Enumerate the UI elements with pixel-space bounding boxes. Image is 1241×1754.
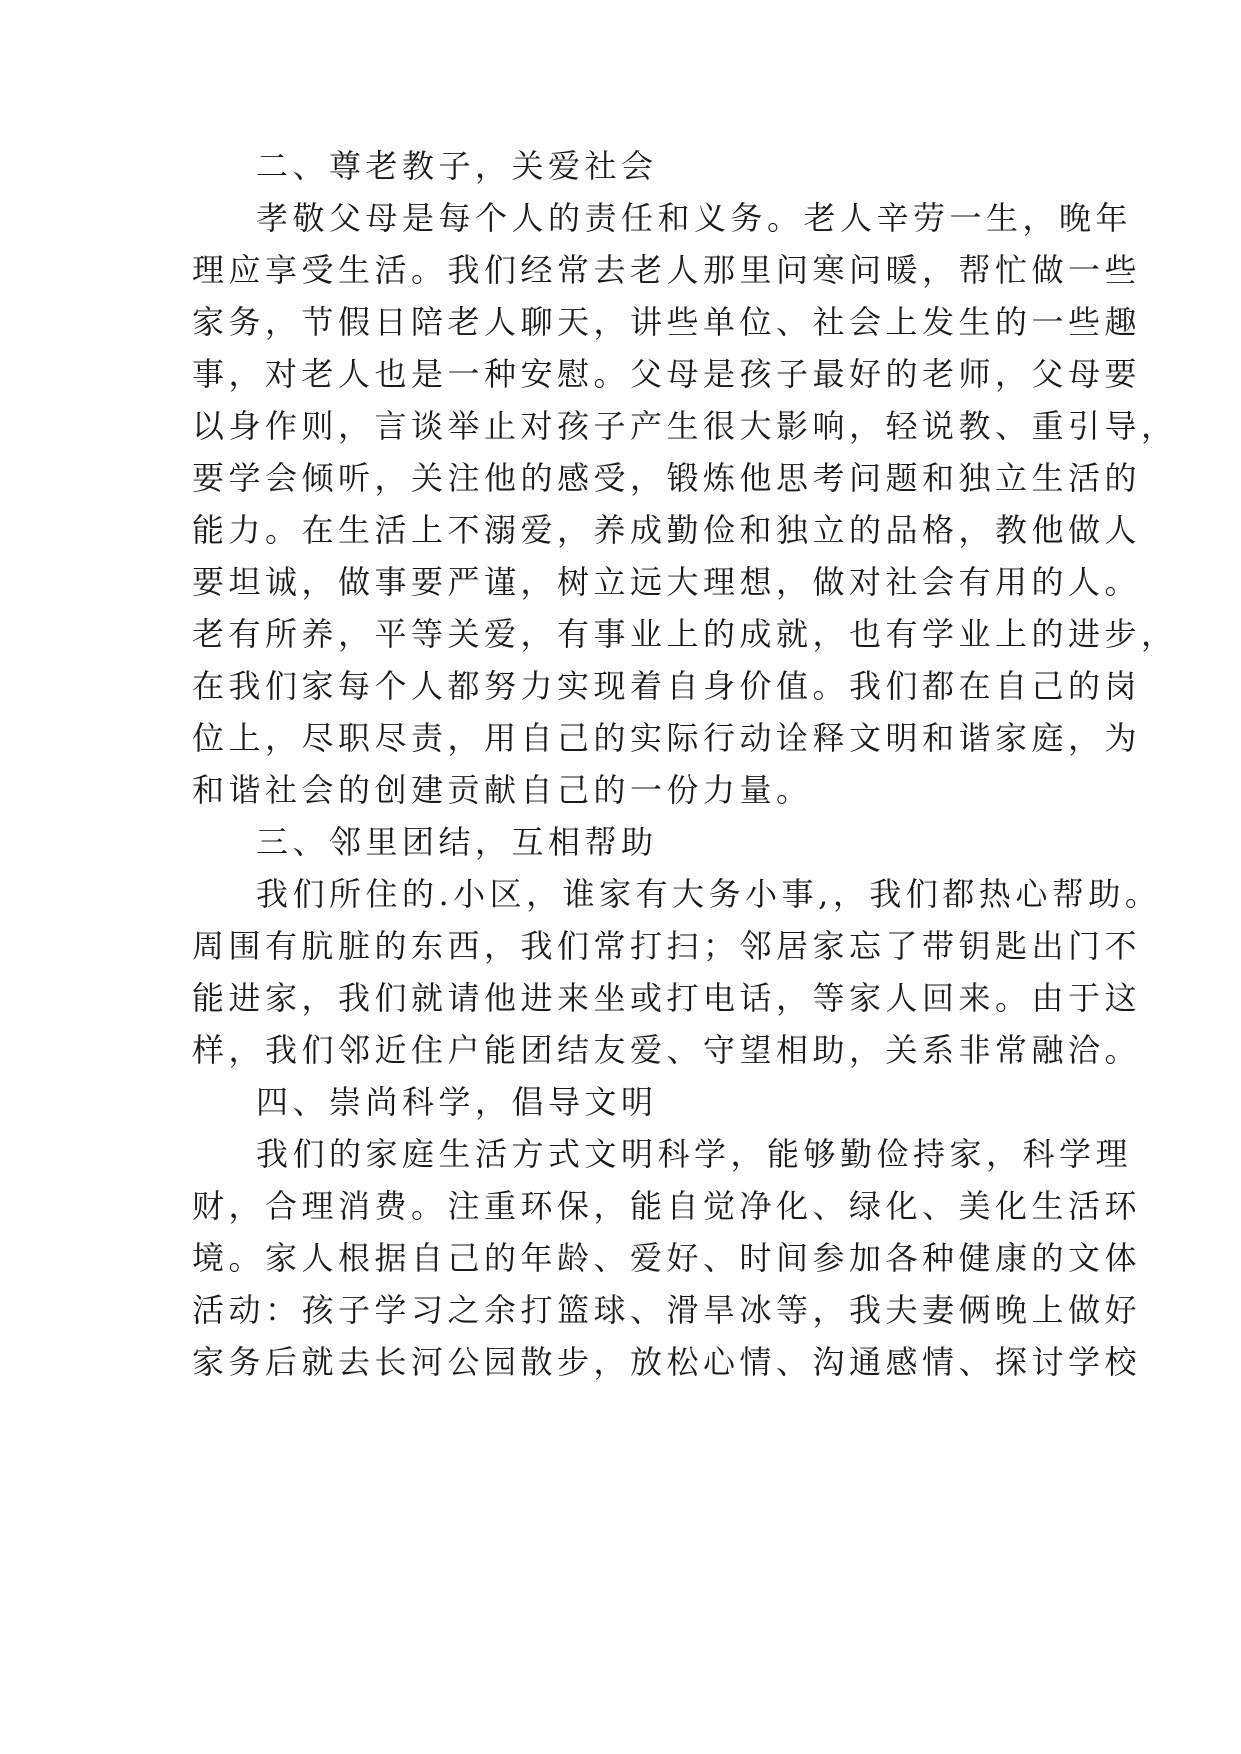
paragraph-line: 我们所住的.小区，谁家有大务小事,，我们都热心帮助。 [256,875,1162,913]
paragraph-line: 事，对老人也是一种安慰。父母是孩子最好的老师，父母要 [192,355,1142,393]
paragraph-line: 老有所养，平等关爱，有事业上的成就，也有学业上的进步， [192,615,1178,653]
paragraph-line: 活动：孩子学习之余打篮球、滑旱冰等，我夫妻俩晚上做好 [192,1291,1142,1329]
paragraph-line: 财，合理消费。注重环保，能自觉净化、绿化、美化生活环 [192,1187,1142,1225]
paragraph-line: 理应享受生活。我们经常去老人那里问寒问暖，帮忙做一些 [192,251,1142,289]
paragraph-line: 境。家人根据自己的年龄、爱好、时间参加各种健康的文体 [192,1239,1142,1277]
paragraph-line: 要坦诚，做事要严谨，树立远大理想，做对社会有用的人。 [192,563,1142,601]
paragraph-line: 要学会倾听，关注他的感受，锻炼他思考问题和独立生活的 [192,459,1142,497]
section-heading-4: 四、崇尚科学，倡导文明 [256,1083,658,1121]
paragraph-line: 位上，尽职尽责，用自己的实际行动诠释文明和谐家庭，为 [192,719,1142,757]
paragraph-line: 孝敬父母是每个人的责任和义务。老人辛劳一生，晚年 [256,199,1133,237]
section-heading-2: 二、尊老教子，关爱社会 [256,147,658,185]
paragraph-line: 能进家，我们就请他进来坐或打电话，等家人回来。由于这 [192,979,1142,1017]
paragraph-line: 家务后就去长河公园散步，放松心情、沟通感情、探讨学校 [192,1343,1142,1381]
section-heading-3: 三、邻里团结，互相帮助 [256,823,658,861]
paragraph-line: 在我们家每个人都努力实现着自身价值。我们都在自己的岗 [192,667,1142,705]
paragraph-line: 周围有肮脏的东西，我们常打扫；邻居家忘了带钥匙出门不 [192,927,1142,965]
paragraph-line: 以身作则，言谈举止对孩子产生很大影响，轻说教、重引导， [192,407,1178,445]
paragraph-line: 我们的家庭生活方式文明科学，能够勤俭持家，科学理 [256,1135,1133,1173]
paragraph-line: 能力。在生活上不溺爱，养成勤俭和独立的品格，教他做人 [192,511,1142,549]
paragraph-line: 样，我们邻近住户能团结友爱、守望相助，关系非常融洽。 [192,1031,1142,1069]
paragraph-line: 和谐社会的创建贡献自己的一份力量。 [192,771,813,809]
paragraph-line: 家务，节假日陪老人聊天，讲些单位、社会上发生的一些趣 [192,303,1142,341]
